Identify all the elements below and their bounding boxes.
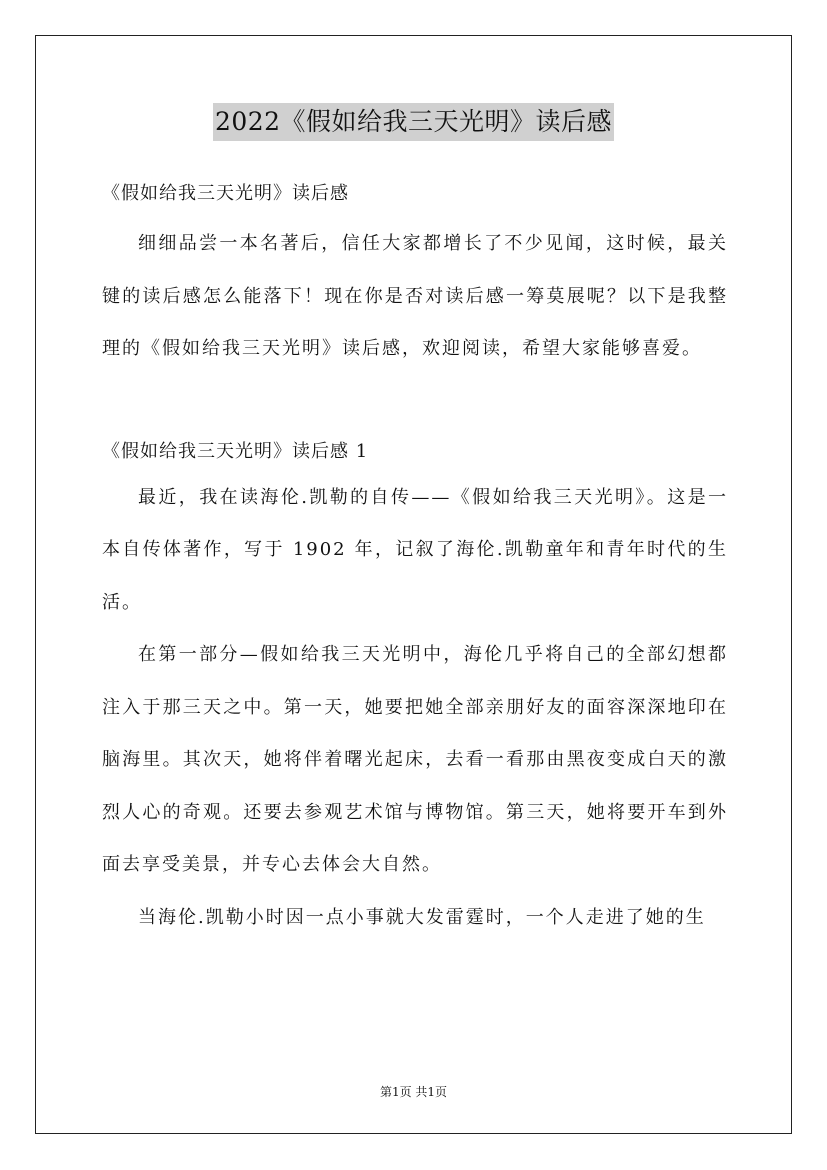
section-heading: 《假如给我三天光明》读后感 1	[102, 440, 369, 462]
page-footer: 第1页 共1页	[379, 1085, 448, 1099]
document-title: 2022《假如给我三天光明》读后感	[213, 103, 614, 141]
title-container	[0, 103, 827, 141]
intro-paragraph: 细细品尝一本名著后，信任大家都增长了不少见闻，这时候，最关键的读后感怎么能落下！现在你是否对读后感一筹莫展呢？以下是我整理的《假如给我三天光明》读后感，欢迎阅读，希望大家能够喜爱。	[102, 233, 728, 359]
subtitle: 《假如给我三天光明》读后感	[102, 183, 349, 204]
body-paragraph-1: 最近，我在读海伦.凯勒的自传——《假如给我三天光明》。这是一本自传体著作，写于 1902 年，记叙了海伦.凯勒童年和青年时代的生活。	[102, 486, 728, 613]
document-body	[102, 176, 728, 944]
body-paragraph-2: 在第一部分—假如给我三天光明中，海伦几乎将自己的全部幻想都注入于那三天之中。第一天，她要把她全部亲朋好友的面容深深地印在脑海里。其次天，她将伴着曙光起床，去看一看那由黑夜变成白天的激烈人心的奇观。还要去参观艺术馆与博物馆。第三天，她将要开车到外面去享受美景，并专心去体会大自然。	[102, 644, 728, 875]
body-paragraph-3: 当海伦.凯勒小时因一点小事就大发雷霆时，一个人走进了她的生	[138, 906, 706, 928]
